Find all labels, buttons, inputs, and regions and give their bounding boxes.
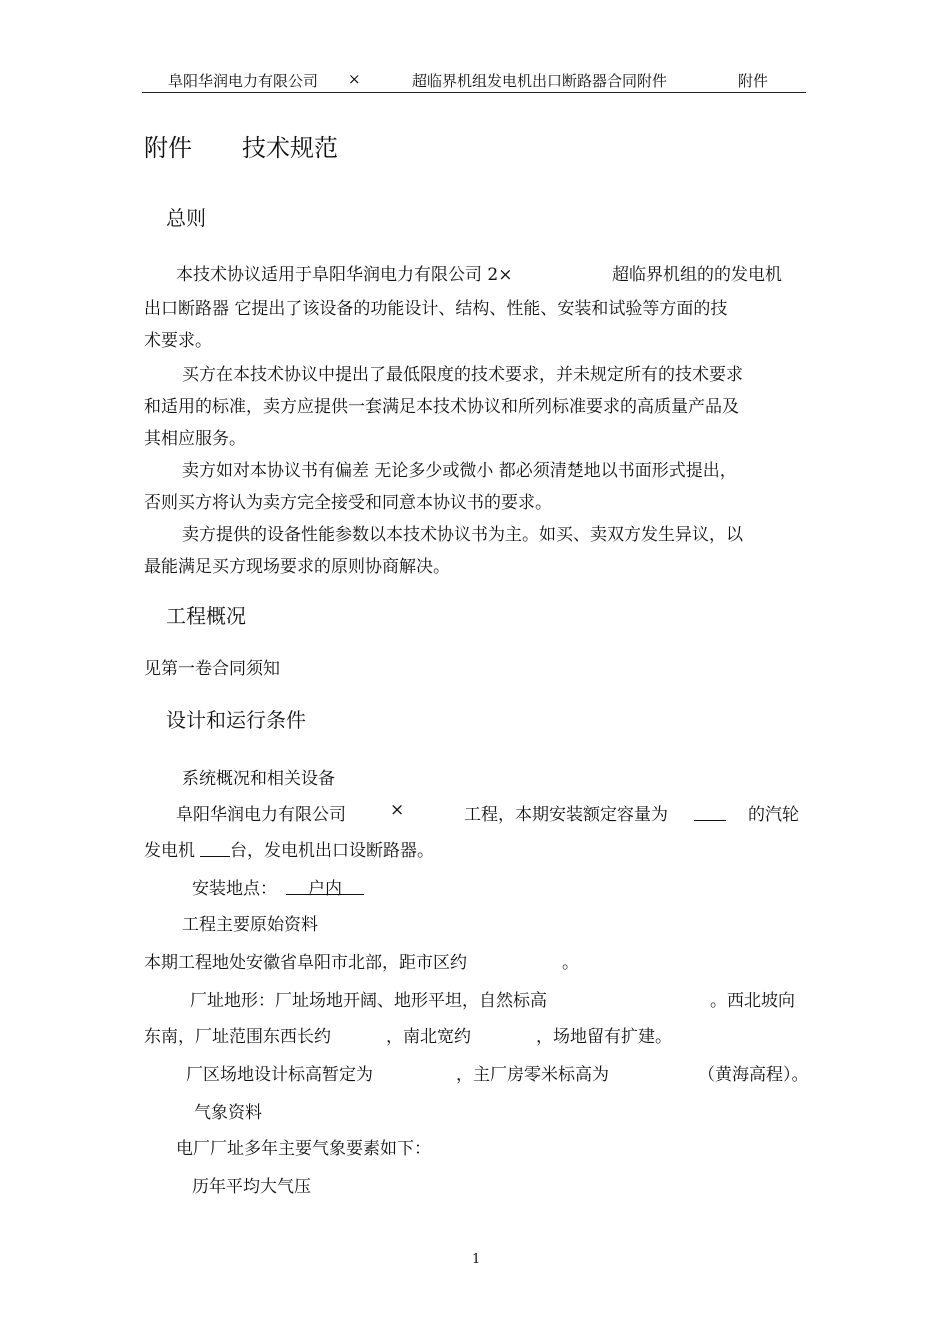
general-p4-line1: 卖方提供的设备性能参数以本技术协议书为主。如买、卖双方发生异议，以	[182, 525, 743, 545]
general-p1-line1b: 超临界机组的的发电机	[612, 265, 782, 285]
section-heading-general: 总则	[166, 206, 206, 230]
general-p2-line2: 和适用的标准，卖方应提供一套满足本技术协议和所列标准要求的高质量产品及	[144, 397, 739, 417]
weather-intro: 电厂厂址多年主要气象要素如下：	[176, 1139, 431, 1159]
header-times: ×	[348, 70, 361, 88]
general-p2-line3: 其相应服务。	[144, 429, 246, 449]
overview-text: 见第一卷合同须知	[144, 659, 280, 679]
header-contract-title: 超临界机组发电机出口断路器合同附件	[412, 72, 668, 90]
design-line1-turbine: 的汽轮	[748, 805, 799, 825]
subheading-project-data: 工程主要原始资料	[182, 915, 318, 935]
header-company: 阜阳华润电力有限公司	[168, 72, 319, 90]
general-p1-line1a: 本技术协议适用于阜阳华润电力有限公司 2×	[176, 265, 513, 285]
terrain-text-1: 厂址地形：厂址场地开阔、地形平坦，自然标高	[190, 991, 547, 1011]
doc-title-prefix: 附件	[144, 134, 192, 162]
elevation-text-2: ，主厂房零米标高为	[456, 1065, 609, 1085]
design-line2-generator: 发电机	[144, 841, 195, 861]
design-line2-rest: 台，发电机出口设断路器。	[230, 841, 434, 861]
general-p1-line3: 术要求。	[144, 331, 212, 351]
general-p3-line2: 否则买方将认为卖方完全接受和同意本协议书的要求。	[144, 493, 552, 513]
elevation-text-1: 厂区场地设计标高暂定为	[186, 1065, 373, 1085]
terrain-text-3: 东南，厂址范围东西长约	[144, 1027, 331, 1047]
install-location-label: 安装地点：	[192, 879, 277, 899]
location-text-end: 。	[562, 953, 579, 973]
section-heading-overview: 工程概况	[166, 604, 246, 628]
elevation-text-3: （黄海高程）。	[698, 1065, 809, 1085]
doc-title: 技术规范	[242, 134, 338, 162]
design-line1-capacity-label: 工程，本期安装额定容量为	[464, 805, 668, 825]
design-line1-company: 阜阳华润电力有限公司	[176, 805, 346, 825]
section-heading-design: 设计和运行条件	[166, 708, 306, 732]
general-p2-line1: 买方在本技术协议中提出了最低限度的技术要求，并未规定所有的技术要求	[182, 365, 743, 385]
header-rule	[142, 92, 806, 93]
header-attachment: 附件	[738, 72, 769, 90]
general-p3-line1: 卖方如对本协议书有偏差 无论多少或微小 都必须清楚地以书面形式提出，	[182, 461, 737, 481]
blank-rated-capacity	[694, 802, 726, 821]
general-p1-line2: 出口断路器 它提出了该设备的功能设计、结构、性能、安装和试验等方面的技	[144, 299, 728, 319]
terrain-text-2: 。西北坡向	[710, 991, 795, 1011]
weather-pressure: 历年平均大气压	[192, 1177, 311, 1197]
install-location-value: 户内	[286, 874, 364, 895]
general-p4-line2: 最能满足买方现场要求的原则协商解决。	[144, 557, 450, 577]
location-text: 本期工程地处安徽省阜阳市北部，距市区约	[144, 953, 467, 973]
terrain-text-4: ，南北宽约	[386, 1027, 471, 1047]
terrain-text-5: ，场地留有扩建。	[536, 1027, 672, 1047]
blank-unit-count	[200, 838, 230, 857]
subheading-system-overview: 系统概况和相关设备	[182, 769, 335, 789]
subheading-weather: 气象资料	[194, 1103, 262, 1123]
design-line1-times: ×	[390, 800, 405, 820]
page-number: 1	[472, 1252, 481, 1267]
